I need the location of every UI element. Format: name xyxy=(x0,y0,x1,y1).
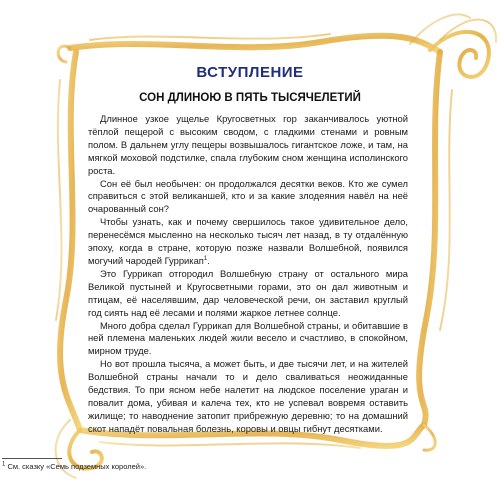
chapter-subtitle: СОН ДЛИНОЮ В ПЯТЬ ТЫСЯЧЕЛЕТИЙ xyxy=(139,92,361,104)
paragraph: Сон её был необычен: он продолжался десятки веков. Кто же сумел справиться с этой великаншей, кто и за какие злодеяния навёл на неё очарованный сон? xyxy=(88,177,408,215)
paragraph: Много добра сделал Гуррикап для Волшебной страны, и обитавшие в ней племена маленьких людей жили весело и счастливо, в спокойном, мирном труде. xyxy=(88,319,408,357)
body-text xyxy=(88,113,408,436)
footnote-text: См. сказку «Семь подземных королей». xyxy=(7,462,147,471)
paragraph-end: . xyxy=(207,254,210,266)
footnote-number: 1 xyxy=(2,461,6,468)
footnote xyxy=(2,462,302,471)
paragraph: Длинное узкое ущелье Кругосветных гор заканчивалось уютной тёплой пещерой с высоким сводом, с гладкими стенами и ровным полом. В дальнем углу пещеры возвышалось гигантское ложе, и там, на мягкой моховой подстилке, спала глубоким сном женщина исполинского роста. xyxy=(88,113,408,176)
paragraph: Это Гуррикап отгородил Волшебную страну от остального мира Великой пустыней и Кругосветными горами, это он дал животным и птицам, её населявшим, дар человеческой речи, он заставил круглый год сиять над её лесами и полями жаркое летнее солнце. xyxy=(88,267,408,318)
page-title: ВСТУПЛЕНИЕ xyxy=(196,64,304,81)
footnote-divider xyxy=(2,458,62,459)
paragraph: Но вот прошла тысяча, а может быть, и две тысячи лет, и на жителей Волшебной страны начали то и дело сваливаться неожиданные бедствия. То при ясном небе налетит на людское поселение ураган и повалит дома, убивая и калеча тех, кто не успевал вовремя оставить жилище; то наводнение затопит прибрежную деревню; то на домашний скот нападёт повальная болезнь, коровы и овцы гибнут десятками. xyxy=(88,358,408,434)
paragraph xyxy=(88,216,408,268)
paragraph-text: Чтобы узнать, как и почему свершилось такое удивительное дело, перенесёмся мысленно на несколько тысяч лет назад, в ту отдалённую эпоху, когда в стране, которую позже назвали Волшебной, появился могучий чародей Гуррикап xyxy=(88,216,408,266)
footnote-marker: 1 xyxy=(203,255,208,262)
